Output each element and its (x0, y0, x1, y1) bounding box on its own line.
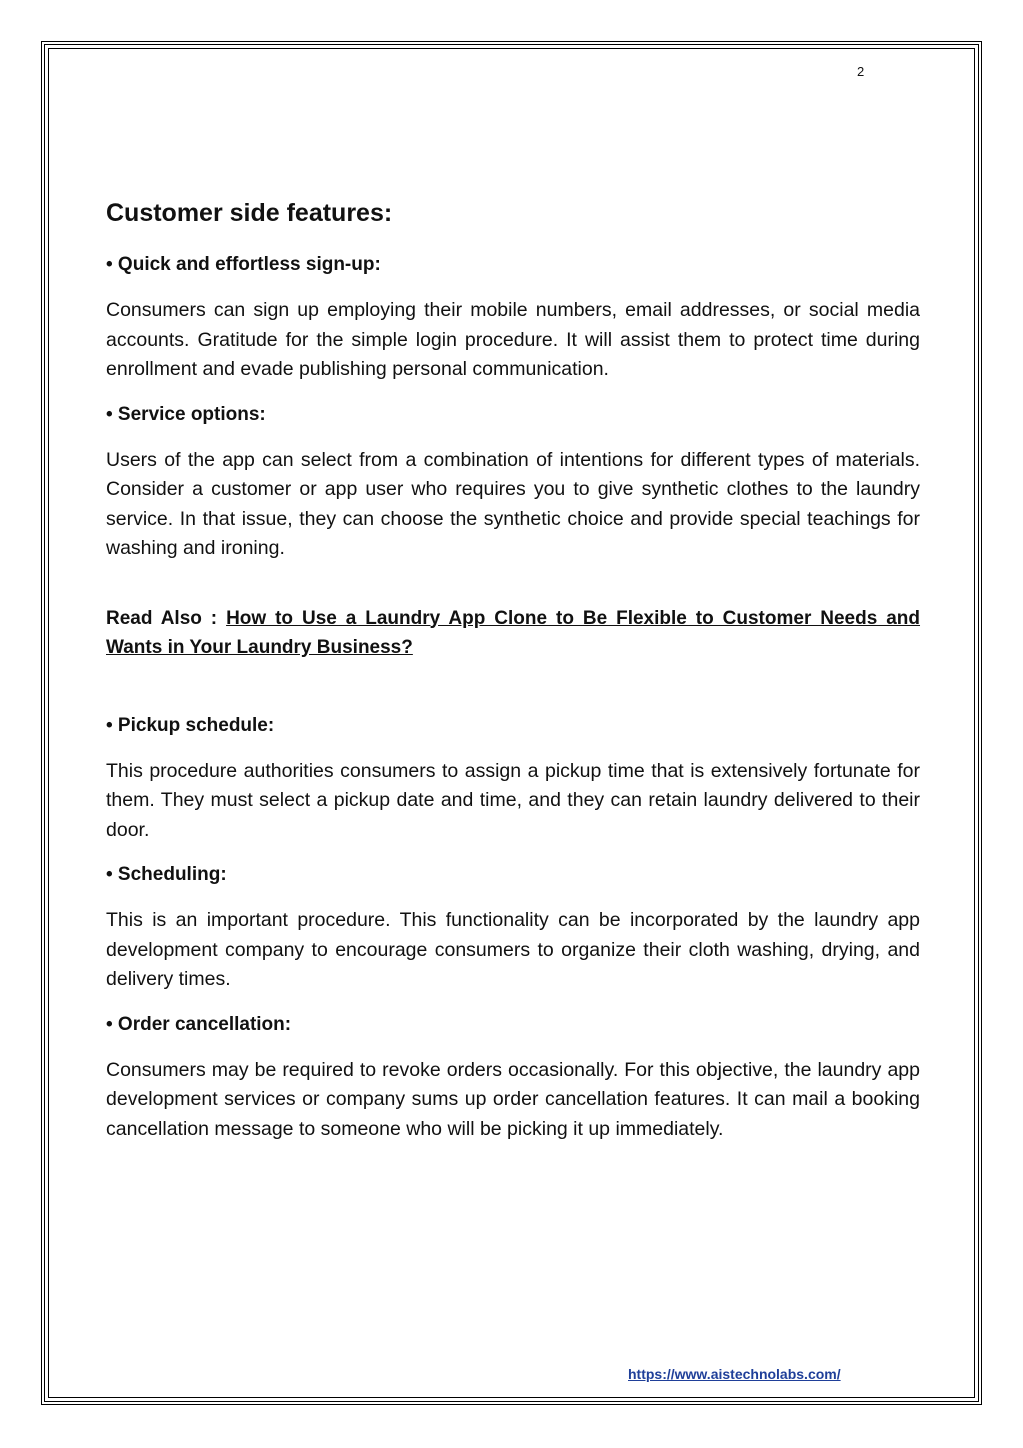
section-title-order-cancellation: • Order cancellation: (106, 1013, 292, 1035)
page-heading: Customer side features: (106, 199, 393, 227)
section-body-scheduling: This is an important procedure. This functionality can be incorporated by the laundry app development company to encourage consumers to organize their cloth washing, drying, and delivery times. (106, 909, 920, 990)
section-title-service-options: • Service options: (106, 403, 266, 425)
page-number: 2 (857, 64, 865, 79)
read-also (106, 604, 920, 663)
read-also-link[interactable]: How to Use a Laundry App Clone to Be Flexible to Customer Needs and Wants in Your Laundry Business? (106, 607, 921, 658)
section-body-signup: Consumers can sign up employing their mobile numbers, email addresses, or social media accounts. Gratitude for the simple login procedure. It will assist them to protect time during enrollment and evade publishing personal communication. (106, 299, 920, 380)
section-body-service-options: Users of the app can select from a combination of intentions for different types of materials. Consider a customer or app user who requires you to give synthetic clothes to the laundry service. In that issue, they can choose the synthetic choice and provide special teachings for washing and ironing. (106, 448, 920, 559)
footer-website-link[interactable]: https://www.aistechnolabs.com/ (628, 1366, 841, 1382)
section-body-order-cancellation: Consumers may be required to revoke orders occasionally. For this objective, the laundry app development services or company sums up order cancellation features. It can mail a booking cancellation message to someone who will be picking it up immediately. (106, 1058, 920, 1140)
section-body-pickup-schedule: This procedure authorities consumers to assign a pickup time that is extensively fortunate for them. They must select a pickup date and time, and they can retain laundry delivered to their door. (106, 759, 920, 841)
section-title-pickup-schedule: • Pickup schedule: (106, 714, 275, 736)
section-title-signup: • Quick and effortless sign-up: (106, 254, 381, 275)
read-also-label: Read Also : (106, 607, 227, 629)
document-body (106, 196, 920, 1161)
section-title-scheduling: • Scheduling: (106, 864, 227, 885)
